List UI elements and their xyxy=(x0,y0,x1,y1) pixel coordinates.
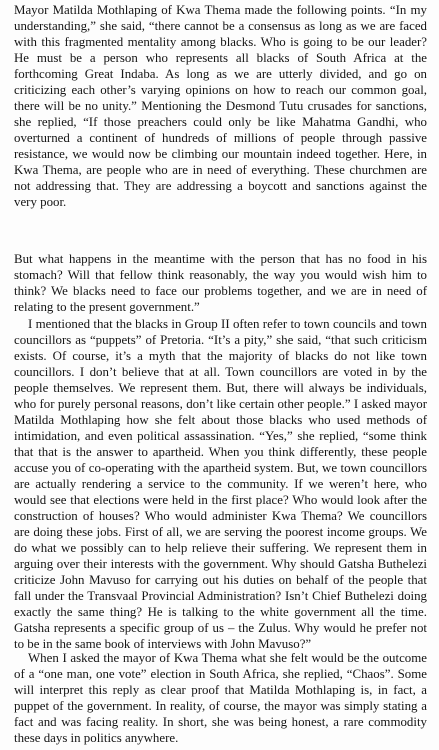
paragraph-text: But what happens in the meantime with the person that has no food in his stomach? Will that fellow think reasonably, the way you would wish him to think? We blacks need to face our problems together, and we are in need of relating to the present government.” xyxy=(14,252,427,314)
paragraph-text: Mayor Matilda Mothlaping of Kwa Thema made the following points. “In my understanding,” she said, “there cannot be a consensus as long as we are faced with this fragmented mentality among blacks. Who is going to be our leader? He must be a person who represents all blacks of South Africa at the forthcoming Great Indaba. As long as we are utterly divided, and go on criticizing each other’s varying opinions on how to reach our common goal, there will be no unity.” Mentioning the Desmond Tutu crusades for sanctions, she replied, “If those preachers could only be like Mahatma Gandhi, who overturned a continent of hundreds of millions of people through passive resistance, we would now be climbing our mountain indeed together. Here, in Kwa Thema, are people who are in need of everything. These churchmen are not addressing that. They are addressing a boycott and sanctions against the very poor. xyxy=(14,3,427,209)
paragraph-town-councillors xyxy=(14,316,427,652)
paragraph-text: When I asked the mayor of Kwa Thema what she felt would be the outcome of a “one man, one vote” election in South Africa, she replied, “Chaos”. Some will interpret this reply as clear proof that Matilda Mothlaping is, in fact, a puppet of the government. In reality, of course, the mayor was simply stating a fact and was facing reality. In short, she was being honest, a rare commodity these days in politics anywhere. xyxy=(14,651,427,745)
paragraph-food-question xyxy=(14,251,427,315)
paragraph-text: I mentioned that the blacks in Group II often refer to town councils and town councillors as “puppets” of Pretoria. “It’s a pity,” she said, “that such criticism exists. Of course, it’s a myth that the majority of blacks do not like town councillors. I don’t believe that at all. Town councillors are voted in by the people themselves. We represent them. But, there will always be individuals, who for purely personal reasons, don’t like certain other people.” I asked mayor Matilda Mothlaping how she felt about those blacks who used methods of intimidation, and even political assassination. “Yes,” she replied, “some think that that is the answer to apartheid. When you think differently, these people accuse you of co-operating with the apartheid system. But, we town councillors are actually rendering a service to the community. If we weren’t here, who would see that elections were held in the first place? Who would look after the construction of houses? Who would administer Kwa Thema? We councillors are doing these jobs. First of all, we are serving the poorest income groups. We do what we possibly can to help relieve their suffering. We represent them in arguing over their interests with the government. Why should Gatsha Buthelezi criticize John Mavuso for carrying out his duties on behalf of the people that fall under the Transvaal Provincial Administration? Isn’t Chief Buthelezi doing exactly the same thing? He is talking to the white government all the time. Gatsha represents a specific group of us – the Zulus. Why would he prefer not to be in the same book of interviews with John Mavuso?” xyxy=(14,317,427,651)
paragraph-mayor-points xyxy=(14,2,427,210)
paragraph-one-man-one-vote xyxy=(14,650,427,746)
